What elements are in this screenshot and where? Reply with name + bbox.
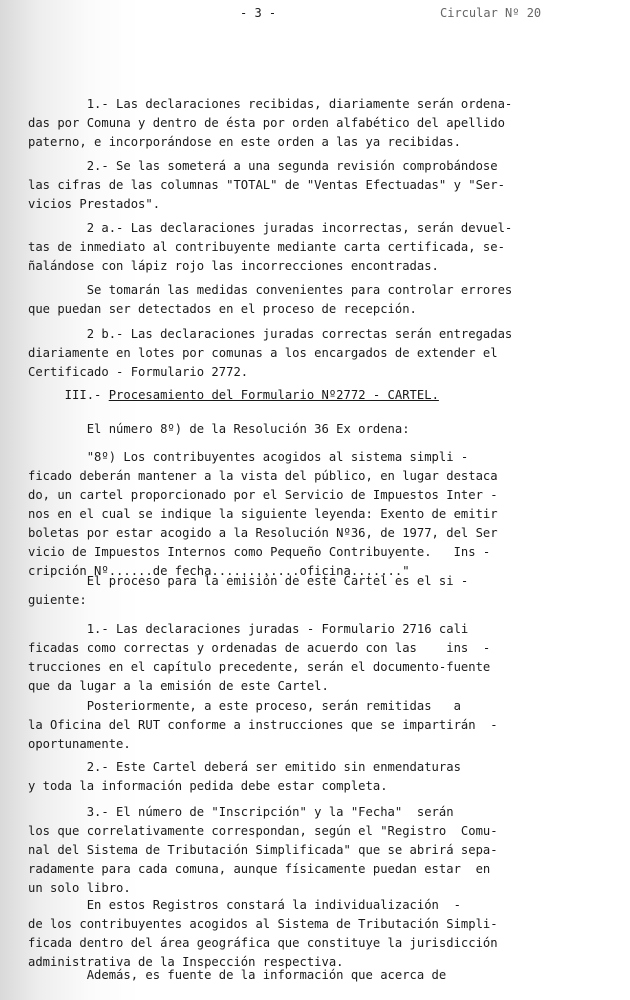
paragraph-2b: 2 b.- Las declaraciones juradas correctas serán entregadas diariamente en lotes por comunas a los encargados de extender el Certificado - Formulario 2772. [28,327,513,379]
paragraph-resolution: El número 8º) de la Resolución 36 Ex ordena: [28,422,410,436]
section-number: III.- [28,388,109,402]
paragraph-2a: 2 a.- Las declaraciones juradas incorrectas, serán devuel- tas de inmediato al contribuyente mediante carta certificada, se- ñalándose con lápiz rojo las incorrecciones encontradas. [28,221,513,273]
paragraph-later: Posteriormente, a este proceso, serán remitidas a la Oficina del RUT conforme a instrucciones que se impartirán - oportunamente. [28,699,498,751]
paragraph-2: 2.- Se las someterá a una segunda revisión comprobándose las cifras de las columnas "TOTAL" de "Ventas Efectuadas" y "Ser- vicios Prestados". [28,159,505,211]
paragraph-step-1: 1.- Las declaraciones juradas - Formulario 2716 cali ficadas como correctas y ordenadas de acuerdo con las ins - trucciones en el capítulo precedente, serán el documento-fuente que da lugar a la emisión de este Cartel. [28,622,491,693]
paragraph-measures: Se tomarán las medidas convenientes para controlar errores que puedan ser detectados en el proceso de recepción. [28,283,513,316]
paragraph-registers: En estos Registros constará la individualización - de los contribuyentes acogidos al Sistema de Tributación Simpli- ficada dentro del área geográfica que constituye la jurisdicción administrativa de la Inspección respectiva. [28,898,498,969]
page-number: - 3 - [240,6,277,20]
page-header [0,6,630,26]
paragraph-step-2: 2.- Este Cartel deberá ser emitido sin enmendaturas y toda la información pedida debe estar completa. [28,760,461,793]
paragraph-step-3: 3.- El número de "Inscripción" y la "Fecha" serán los que correlativamente correspondan, según el "Registro Comu- nal del Sistema de Tributación Simplificada" que se abrirá sepa- radamente para cada comuna, aunque físicamente puedan estar en un solo libro. [28,805,498,895]
section-heading [28,386,606,405]
paragraph-process: El proceso para la emisión de este Cartel es el si - guiente: [28,574,469,607]
circular-number: Circular Nº 20 [440,6,542,20]
paragraph-quote: "8º) Los contribuyentes acogidos al sistema simpli - ficado deberán mantener a la vista del público, en lugar destaca do, un cartel proporcionado por el Servicio de Impuestos Inter - nos en el cual se indique la siguiente leyenda: Exento de emitir boletas por estar acogido a la Resolución Nº36, de 1977, del Ser vicio de Impuestos Internos como Pequeño Contribuyente. Ins - cripción Nº......de fecha............oficina......." [28,450,498,578]
paragraph-1: 1.- Las declaraciones recibidas, diariamente serán ordena- das por Comuna y dentro de ésta por orden alfabético del apellido paterno, e incorporándose en este orden a las ya recibidas. [28,97,513,149]
paragraph-source: Además, es fuente de la información que acerca de [28,968,447,982]
section-title: Procesamiento del Formulario Nº2772 - CARTEL. [108,388,439,402]
